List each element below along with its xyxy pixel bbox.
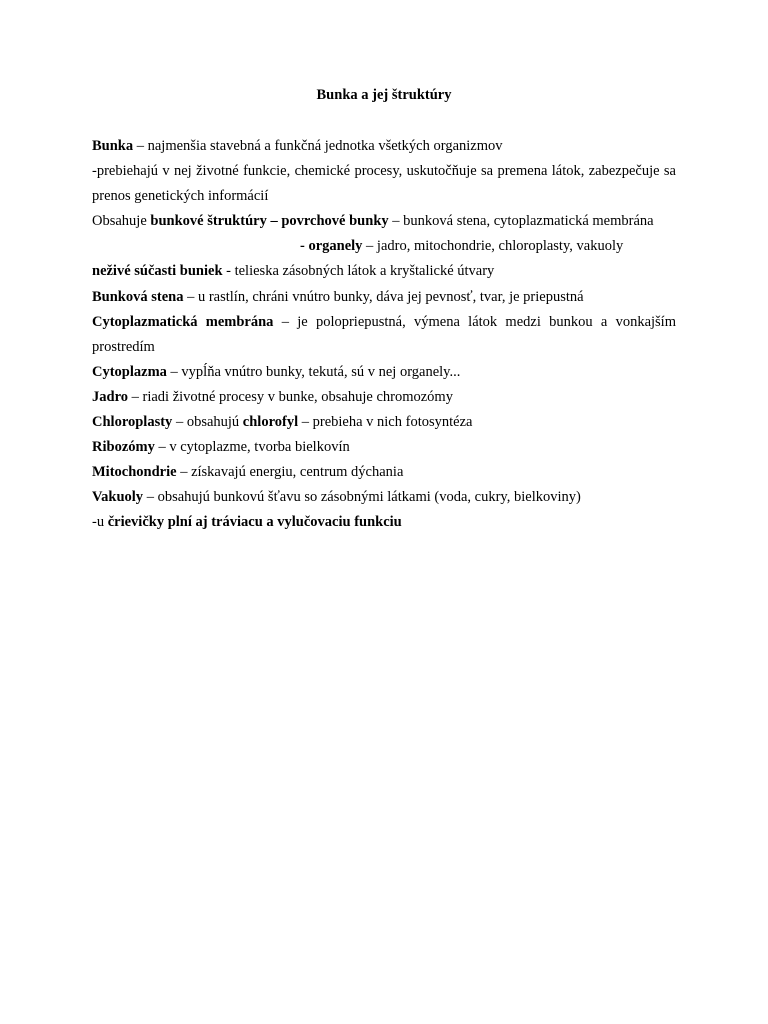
term-mitochondrie: Mitochondrie — [92, 464, 177, 481]
definition-text: -prebiehajú v nej životné funkcie, chemické procesy, uskutočňuje sa premena látok, zabezpečuje sa prenos genetických informácií — [92, 163, 676, 205]
term-jadro: Jadro — [92, 388, 128, 405]
term-crievicky: črievičky plní aj tráviacu a vylučovaciu funkciu — [107, 514, 402, 531]
paragraph-cytoplazma — [92, 360, 676, 385]
term-ribozomy: Ribozómy — [92, 439, 155, 456]
term-chlorofyl: chlorofyl — [242, 414, 299, 431]
paragraph-nezive — [92, 259, 676, 284]
term-organely: - organely — [300, 238, 363, 255]
paragraph-ribozomy — [92, 435, 676, 460]
term-nezive: neživé súčasti buniek — [92, 263, 223, 280]
paragraph-organely — [92, 234, 676, 259]
paragraph-structures — [92, 209, 676, 234]
definition-text: – jadro, mitochondrie, chloroplasty, vakuoly — [362, 238, 624, 255]
text-segment: -u — [92, 514, 108, 531]
term-bunka: Bunka — [92, 138, 134, 154]
document-body — [92, 134, 676, 536]
term-chloroplasty: Chloroplasty — [92, 414, 173, 431]
term-vakuoly: Vakuoly — [92, 489, 144, 506]
paragraph-membrana — [92, 310, 676, 360]
paragraph-stena — [92, 285, 676, 310]
text-segment: Obsahuje — [92, 213, 151, 230]
definition-text: – vypĺňa vnútro bunky, tekutá, sú v nej organely... — [166, 363, 461, 380]
definition-text: – riadi životné procesy v bunke, obsahuje chromozómy — [128, 388, 453, 405]
document-title: Bunka a jej štruktúry — [316, 87, 452, 103]
definition-text: – obsahujú bunkovú šťavu so zásobnými látkami (voda, cukry, bielkoviny) — [143, 489, 581, 506]
definition-text: – u rastlín, chráni vnútro bunky, dáva jej pevnosť, tvar, je priepustná — [183, 288, 584, 305]
definition-text: – v cytoplazme, tvorba bielkovín — [154, 439, 350, 456]
term-membrana: Cytoplazmatická membrána — [92, 313, 274, 330]
paragraph-functions — [92, 159, 676, 209]
definition-text: – získavajú energiu, centrum dýchania — [176, 464, 404, 481]
paragraph-chloroplasty — [92, 410, 676, 435]
paragraph-vakuoly — [92, 485, 676, 510]
definition-text: - telieska zásobných látok a kryštalické útvary — [222, 263, 495, 280]
term-structures: bunkové štruktúry – povrchové bunky — [150, 213, 389, 230]
paragraph-jadro — [92, 385, 676, 410]
text-segment: – obsahujú — [172, 414, 243, 431]
definition-text: – bunková stena, cytoplazmatická membrána — [388, 213, 654, 230]
definition-text: – je polopriepustná, výmena látok medzi bunkou a vonkajším prostredím — [92, 313, 676, 355]
paragraph-crievicky — [92, 510, 676, 535]
paragraph-bunka — [92, 134, 676, 159]
term-stena: Bunková stena — [92, 288, 184, 305]
definition-text: – prebieha v nich fotosyntéza — [298, 414, 473, 431]
definition-text: – najmenšia stavebná a funkčná jednotka všetkých organizmov — [133, 138, 503, 154]
paragraph-mitochondrie — [92, 460, 676, 485]
term-cytoplazma: Cytoplazma — [92, 363, 167, 380]
